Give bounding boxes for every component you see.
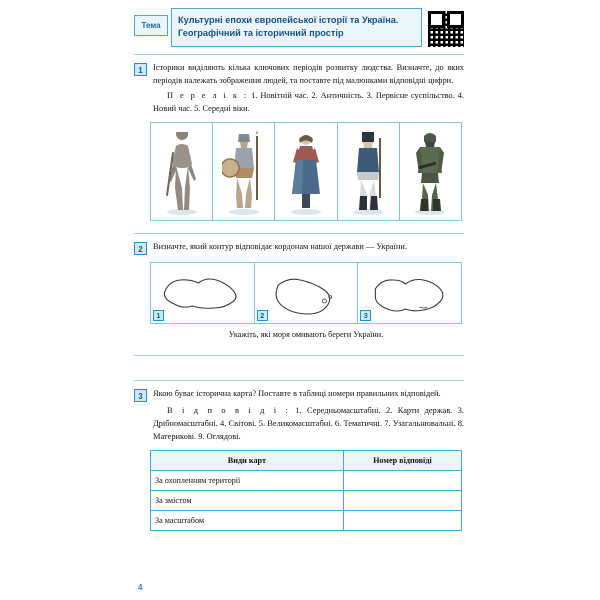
primitive-man-icon <box>160 132 204 216</box>
task-3-list-text: 1. Середньомасштабні. 2. Карти держав. 3. Дрібномасштабні. 4. Світові. 5. Великомасштабні. 6. Тематичні. 7. Узагальнювальні. 8. Материкові. 9. Оглядові. <box>153 406 464 441</box>
column-header-answer: Номер відповіді <box>343 451 461 471</box>
page-number: 4 <box>138 583 143 592</box>
task-3-list <box>153 405 464 443</box>
table-row <box>151 511 462 531</box>
map-label-1: 1 <box>153 310 164 321</box>
modern-soldier-icon <box>408 130 452 216</box>
table-row <box>151 471 462 491</box>
figure-cell[interactable] <box>151 123 213 220</box>
figure-cell[interactable] <box>213 123 275 220</box>
map-option-1[interactable] <box>151 263 255 323</box>
figure-cell[interactable] <box>275 123 337 220</box>
task-1 <box>130 55 470 87</box>
map-label-3: 3 <box>360 310 371 321</box>
answer-cell[interactable] <box>343 491 461 511</box>
map-option-3[interactable] <box>358 263 461 323</box>
row-label: За масштабом <box>151 511 344 531</box>
theme-label: Тема <box>134 15 168 36</box>
task-number-2: 2 <box>134 242 147 255</box>
maps-row <box>150 262 462 324</box>
answer-cell[interactable] <box>343 471 461 491</box>
task-1-list-text: 1. Новітній час. 2. Античність. 3. Первісне суспільство. 4. Новий час. 5. Середні віки. <box>153 91 465 113</box>
ancient-warrior-icon <box>222 130 266 216</box>
row-label: За охопленням території <box>151 471 344 491</box>
task-1-list-label: П е р е л і к : <box>167 91 249 101</box>
ancient-warrior-image <box>213 123 274 220</box>
napoleonic-soldier-image <box>338 123 399 220</box>
map-types-table <box>150 450 462 531</box>
primitive-man-image <box>151 123 212 220</box>
task-3 <box>130 381 470 402</box>
figure-cell[interactable] <box>400 123 461 220</box>
task-number-3: 3 <box>134 389 147 402</box>
medieval-woman-icon <box>284 130 328 216</box>
task-2-text: Визначте, який контур відповідає кордонам нашої держави — України. <box>153 242 407 252</box>
task-2 <box>130 234 470 255</box>
page-header <box>130 0 470 47</box>
ukraine-outline-icon <box>358 263 461 323</box>
modern-soldier-image <box>400 123 461 220</box>
task-1-text: Історики виділяють кілька ключових періодів розвитку людства. Визначте, до яких періодів належать зображення людей, та поставте під малюнками відповідні цифри. <box>153 63 464 85</box>
column-header-type: Види карт <box>151 451 344 471</box>
figure-cell[interactable] <box>338 123 400 220</box>
task-2-note: Укажіть, які моря омивають береги України. <box>228 330 384 340</box>
worksheet-page <box>130 0 470 600</box>
table-header-row <box>151 451 462 471</box>
qr-code-icon[interactable] <box>428 11 464 47</box>
map-label-2: 2 <box>257 310 268 321</box>
task-3-list-label: В і д п о в і д і : <box>167 406 290 416</box>
napoleonic-soldier-icon <box>346 130 390 216</box>
country-outline-icon <box>151 263 254 323</box>
country-outline-icon <box>255 263 358 323</box>
map-option-2[interactable] <box>255 263 359 323</box>
table-row <box>151 491 462 511</box>
task-1-list <box>153 90 464 115</box>
figures-row <box>150 122 462 221</box>
medieval-woman-image <box>275 123 336 220</box>
page-title: Культурні епохи європейської історії та Україна. Географічний та історичний простір <box>171 8 422 47</box>
divider <box>134 355 464 356</box>
task-3-text: Якою буває історична карта? Поставте в таблиці номери правильних відповідей. <box>153 389 441 399</box>
task-number-1: 1 <box>134 63 147 76</box>
answer-cell[interactable] <box>343 511 461 531</box>
row-label: За змістом <box>151 491 344 511</box>
